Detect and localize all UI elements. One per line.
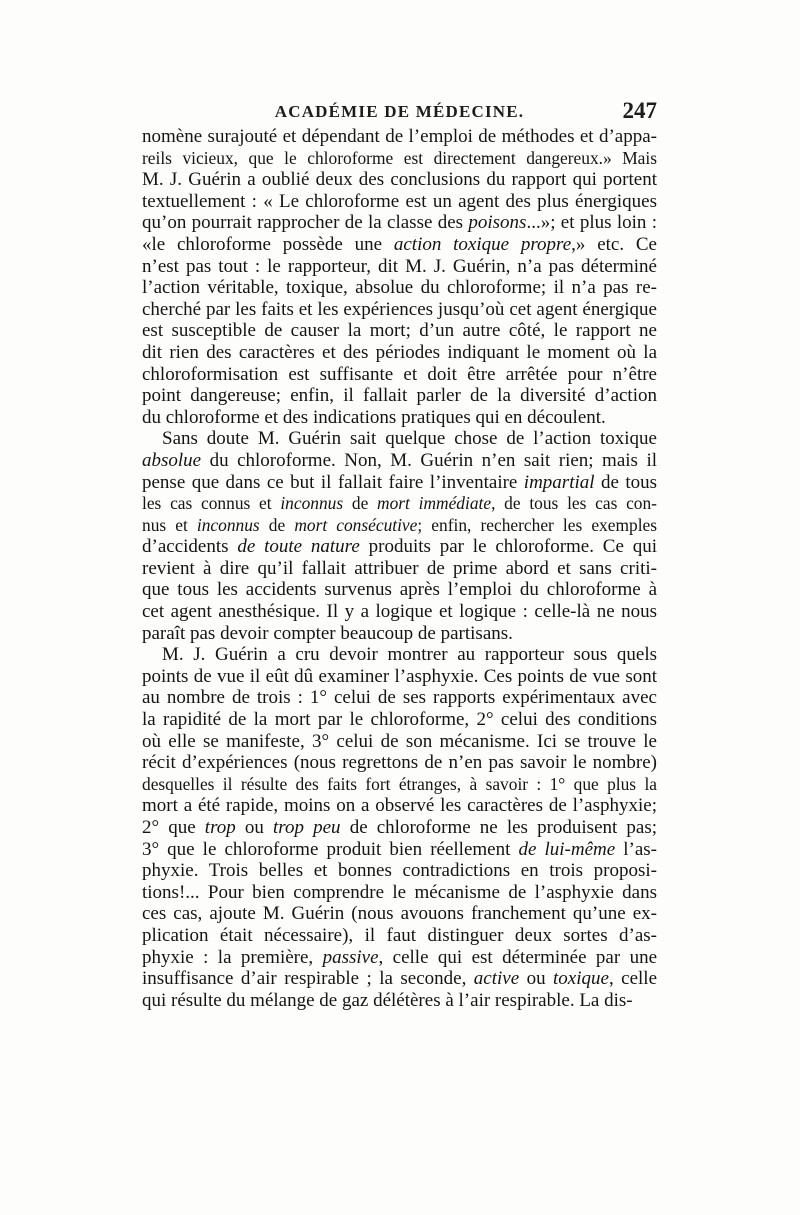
text-line — [142, 126, 657, 148]
text-line — [142, 860, 657, 882]
text-line — [142, 752, 657, 774]
text-span: qu’on pourrait rapprocher de la classe des — [142, 212, 469, 234]
text-span: du chloroforme. Non, M. Guérin n’en sait rien; mais il — [201, 449, 657, 471]
text-line — [142, 450, 657, 472]
italic-text: trop — [204, 817, 236, 838]
text-span: ces cas, ajoute M. Guérin (nous avouons franchement qu’une ex- — [142, 903, 657, 925]
text-line — [142, 925, 657, 947]
text-span: mort a été rapide, moins on a observé les caractères de l’asphyxie; — [142, 795, 657, 817]
text-span: n’est pas tout : le rapporteur, dit M. J. Guérin, n’a pas déterminé — [142, 255, 657, 277]
text-span: d’accidents — [142, 536, 238, 558]
text-span: la rapidité de la mort par le chloroforme, 2° celui des conditions — [142, 709, 657, 731]
text-span: de — [343, 493, 378, 514]
text-span: ,» etc. Ce — [571, 233, 657, 255]
text-line — [142, 320, 657, 342]
text-line — [142, 493, 657, 515]
italic-text: inconnus — [280, 493, 344, 514]
italic-text: action toxique propre — [393, 233, 572, 255]
text-span: points de vue il eût dû examiner l’asphyxie. Ces points de vue sont — [142, 665, 657, 687]
text-line — [142, 277, 657, 299]
italic-text: de toute nature — [237, 536, 360, 558]
text-line — [142, 774, 657, 796]
text-span: «le chloroforme possède une — [142, 233, 394, 255]
text-span: qui résulte du mélange de gaz délétères à l’air respirable. La dis- — [142, 989, 633, 1011]
text-span: récit d’expériences (nous regrettons de n’en pas savoir le nombre) — [142, 752, 657, 774]
text-span: insuffisance d’air respirable ; la seconde, — [142, 968, 474, 990]
text-line — [142, 903, 657, 925]
italic-text: mort consécutive — [294, 514, 418, 535]
text-span: reils vicieux, que le chloroforme est directement dangereux.» Mais — [142, 147, 657, 168]
text-span: de — [259, 514, 295, 535]
text-line — [142, 234, 657, 256]
text-span: paraît pas devoir compter beaucoup de partisans. — [142, 622, 513, 644]
text-span: que tous les accidents survenus après l’emploi du chloroforme à — [142, 579, 657, 601]
text-line — [142, 299, 657, 321]
text-line — [142, 191, 657, 213]
text-span: ou — [519, 968, 554, 990]
text-span: nomène surajouté et dépendant de l’emploi de méthodes et d’appa- — [142, 126, 657, 147]
italic-text: active — [473, 968, 520, 990]
text-span: plication était nécessaire), il faut distinguer deux sortes d’as- — [142, 924, 657, 946]
text-span: les cas connus et — [142, 493, 281, 514]
text-line — [142, 644, 657, 666]
text-span: pense que dans ce but il fallait faire l’inventaire — [142, 471, 524, 493]
text-line — [142, 407, 657, 429]
text-line — [142, 817, 657, 839]
text-span: revient à dire qu’il fallait attribuer de prime abord et sans criti- — [142, 557, 657, 579]
italic-text: absolue — [142, 449, 202, 471]
text-line — [142, 536, 657, 558]
text-line — [142, 515, 657, 537]
text-line — [142, 148, 657, 170]
text-span: point dangereuse; enfin, il fallait parler de la diversité d’action — [142, 385, 657, 407]
text-span: est susceptible de causer la mort; d’un autre côté, le rapport ne — [142, 320, 657, 342]
text-line — [142, 472, 657, 494]
text-span: 2° que — [142, 817, 205, 838]
text-span: 3° que le chloroforme produit bien réellement — [142, 838, 519, 860]
text-line — [142, 795, 657, 817]
text-span: Sans doute M. Guérin sait quelque chose de l’action toxique — [162, 428, 657, 450]
text-span: cet agent anesthésique. Il y a logique et logique : celle-là ne nous — [142, 601, 657, 623]
text-span: nus et — [142, 514, 197, 535]
text-line — [142, 947, 657, 969]
text-line — [142, 169, 657, 191]
text-span: , de tous les cas con- — [491, 493, 657, 514]
text-line — [142, 709, 657, 731]
text-line — [142, 428, 657, 450]
text-span: de chloroforme ne les produisent pas; — [340, 817, 658, 838]
text-span: l’as- — [615, 838, 657, 860]
text-span: tions!... Pour bien comprendre le mécanisme de l’asphyxie dans — [142, 881, 657, 903]
text-span: phyxie. Trois belles et bonnes contradictions en trois proposi- — [142, 860, 657, 882]
text-span: cherché par les faits et les expériences jusqu’où cet agent énergique — [142, 298, 657, 320]
text-line — [142, 968, 657, 990]
text-span: desquelles il résulte des faits fort étranges, à savoir : 1° que plus la — [142, 773, 657, 794]
text-line — [142, 731, 657, 753]
body-text — [142, 126, 657, 1011]
text-span: ...»; et plus loin : — [526, 212, 658, 234]
text-line — [142, 579, 657, 601]
italic-text: impartial — [523, 471, 595, 493]
italic-text: passive — [322, 946, 379, 968]
text-span: ou — [235, 817, 274, 838]
text-span: chloroformisation est suffisante et doit être arrêtée pour n’être — [142, 363, 657, 385]
text-span: produits par le chloroforme. Ce qui — [359, 536, 658, 558]
text-span: M. J. Guérin a oublié deux des conclusions du rapport qui portent — [142, 169, 657, 191]
text-line — [142, 666, 657, 688]
text-line — [142, 601, 657, 623]
text-span: ; enfin, rechercher les exemples — [417, 514, 658, 535]
italic-text: de lui-même — [518, 838, 616, 860]
text-line — [142, 364, 657, 386]
text-span: , celle qui est déterminée par une — [378, 946, 657, 968]
text-line — [142, 882, 657, 904]
text-span: au nombre de trois : 1° celui de ses rapports expérimentaux avec — [142, 687, 657, 709]
text-line — [142, 256, 657, 278]
italic-text: toxique — [553, 968, 609, 990]
text-span: où elle se manifeste, 3° celui de son mécanisme. Ici se trouve le — [142, 730, 657, 752]
text-span: phyxie : la première, — [142, 946, 323, 968]
text-line — [142, 687, 657, 709]
text-line — [142, 990, 657, 1012]
italic-text: inconnus — [196, 514, 260, 535]
text-span: de tous — [594, 471, 658, 493]
text-line — [142, 623, 657, 645]
text-span: dit rien des caractères et des périodes indiquant le moment où la — [142, 341, 657, 363]
italic-text: poisons — [468, 212, 527, 234]
italic-text: mort immédiate — [377, 493, 492, 514]
text-line — [142, 212, 657, 234]
text-span: , celle — [608, 968, 657, 990]
italic-text: trop peu — [273, 817, 341, 838]
running-title: ACADÉMIE DE MÉDECINE. — [274, 102, 525, 121]
text-line — [142, 342, 657, 364]
text-line — [142, 558, 657, 580]
page-number: 247 — [622, 98, 657, 123]
text-span: l’action véritable, toxique, absolue du chloroforme; il n’a pas re- — [142, 277, 657, 299]
text-line — [142, 839, 657, 861]
text-span: du chloroforme et des indications pratiques qui en découlent. — [142, 406, 606, 428]
text-line — [142, 385, 657, 407]
text-span: textuellement : « Le chloroforme est un agent des plus énergiques — [142, 190, 657, 212]
text-span: M. J. Guérin a cru devoir montrer au rapporteur sous quels — [162, 644, 657, 666]
